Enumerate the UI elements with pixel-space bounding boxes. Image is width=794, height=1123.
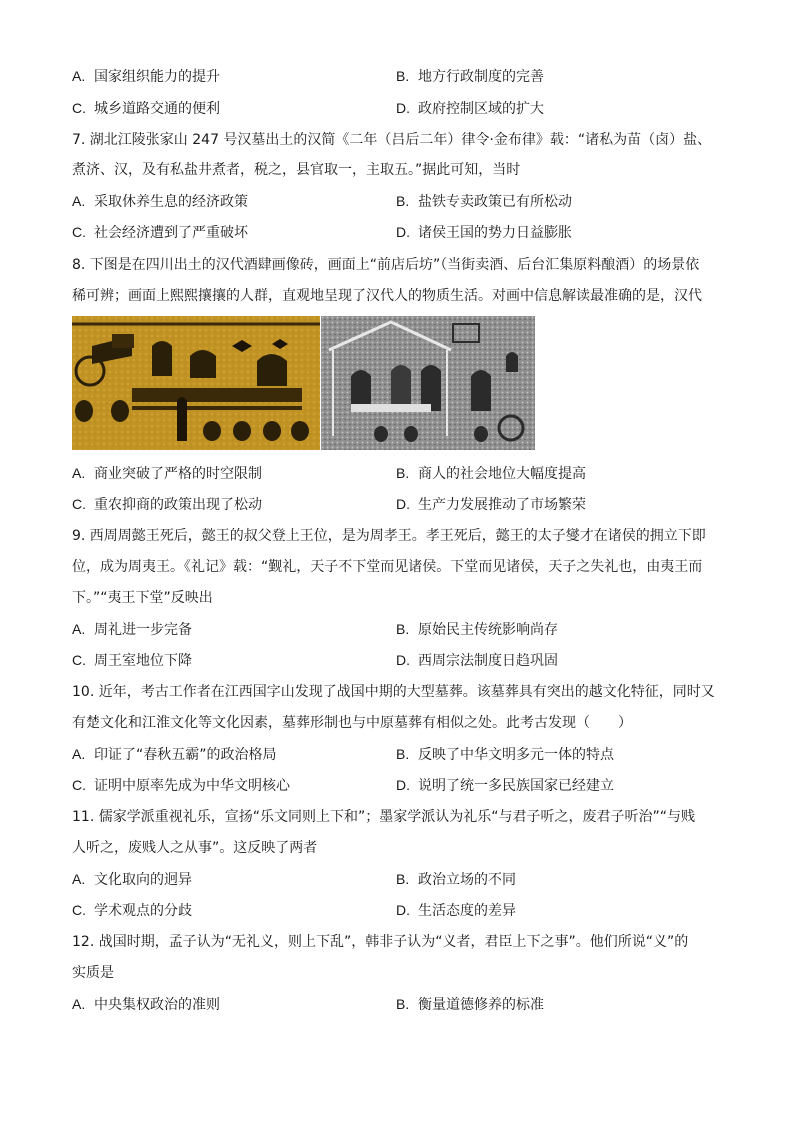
q7-option-c: C. 社会经济遭到了严重破坏 — [72, 224, 248, 241]
q9-option-b: B. 原始民主传统影响尚存 — [396, 621, 558, 638]
q11-option-b: B. 政治立场的不同 — [396, 871, 516, 888]
q10-option-c: C. 证明中原率先成为中华文明核心 — [72, 777, 290, 794]
q8-stem-line-1: 8. 下图是在四川出土的汉代酒肆画像砖，画面上“前店后坊”（当街卖酒、后台汇集原料酿酒）的场景依 — [72, 257, 700, 273]
q6-option-c: C. 城乡道路交通的便利 — [72, 100, 220, 117]
q12-option-b: B. 衡量道德修养的标准 — [396, 996, 544, 1013]
q7-stem-line-1: 7. 湖北江陵张家山 247 号汉墓出土的汉简《二年（吕后二年）律令·金布律》载：“诸私为苗（卤）盐、 — [72, 132, 712, 148]
q10-option-a: A. 印证了“春秋五霸”的政治格局 — [72, 746, 277, 763]
q10-stem-line-2: 有楚文化和江淮文化等文化因素，墓葬形制也与中原墓葬有相似之处。此考古发现（ ） — [72, 715, 632, 731]
q8-option-a: A. 商业突破了严格的时空限制 — [72, 465, 262, 482]
q12-option-a: A. 中央集权政治的准则 — [72, 996, 220, 1013]
q11-option-d: D. 生活态度的差异 — [396, 902, 516, 919]
q9-option-d: D. 西周宗法制度日趋巩固 — [396, 652, 558, 669]
q12-stem-line-2: 实质是 — [72, 965, 114, 981]
tavern-scene-illustration-1 — [72, 316, 320, 450]
q11-stem-line-1: 11. 儒家学派重视礼乐，宣扬“乐文同则上下和”；墨家学派认为礼乐“与君子听之，废君子听治”“与贱 — [72, 809, 695, 825]
q6-option-b: B. 地方行政制度的完善 — [396, 68, 544, 85]
q9-stem-line-2: 位，成为周夷王。《礼记》载：“觐礼，天子不下堂而见诸侯。下堂而见诸侯，天子之失礼也，由夷王而 — [72, 559, 703, 575]
q6-option-a: A. 国家组织能力的提升 — [72, 68, 220, 85]
q10-option-b: B. 反映了中华文明多元一体的特点 — [396, 746, 614, 763]
q9-stem-line-3: 下。”“夷王下堂”反映出 — [72, 590, 213, 606]
q11-option-a: A. 文化取向的迥异 — [72, 871, 192, 888]
q8-option-c: C. 重农抑商的政策出现了松动 — [72, 496, 262, 513]
q7-option-d: D. 诸侯王国的势力日益膨胀 — [396, 224, 572, 241]
q7-option-a: A. 采取休养生息的经济政策 — [72, 193, 248, 210]
q12-stem-line-1: 12. 战国时期，孟子认为“无礼义，则上下乱”，韩非子认为“义者，君臣上下之事”。他们所说“义”的 — [72, 934, 689, 950]
tavern-scene-illustration-2 — [321, 316, 535, 450]
tavern-brick-rubbing-gray — [321, 316, 535, 450]
q7-stem-line-2: 煮济、汉，及有私盐井煮者，税之，县官取一，主取五。”据此可知，当时 — [72, 162, 521, 178]
q8-stem-line-2: 稀可辨；画面上熙熙攘攘的人群，直观地呈现了汉代人的物质生活。对画中信息解读最准确的是，汉代 — [72, 288, 702, 304]
q7-option-b: B. 盐铁专卖政策已有所松动 — [396, 193, 572, 210]
q8-option-d: D. 生产力发展推动了市场繁荣 — [396, 496, 586, 513]
q9-option-a: A. 周礼进一步完备 — [72, 621, 192, 638]
q9-option-c: C. 周王室地位下降 — [72, 652, 192, 669]
q10-stem-line-1: 10. 近年，考古工作者在江西国字山发现了战国中期的大型墓葬。该墓葬具有突出的越文化特征，同时又 — [72, 684, 715, 700]
q8-option-b: B. 商人的社会地位大幅度提高 — [396, 465, 586, 482]
q11-option-c: C. 学术观点的分歧 — [72, 902, 192, 919]
q9-stem-line-1: 9. 西周周懿王死后，懿王的叔父登上王位，是为周孝王。孝王死后，懿王的太子燮才在诸侯的拥立下即 — [72, 528, 706, 544]
tavern-brick-rubbing-color — [72, 316, 320, 450]
q11-stem-line-2: 人听之，废贱人之从事”。这反映了两者 — [72, 840, 318, 856]
q6-option-d: D. 政府控制区域的扩大 — [396, 100, 544, 117]
q10-option-d: D. 说明了统一多民族国家已经建立 — [396, 777, 614, 794]
